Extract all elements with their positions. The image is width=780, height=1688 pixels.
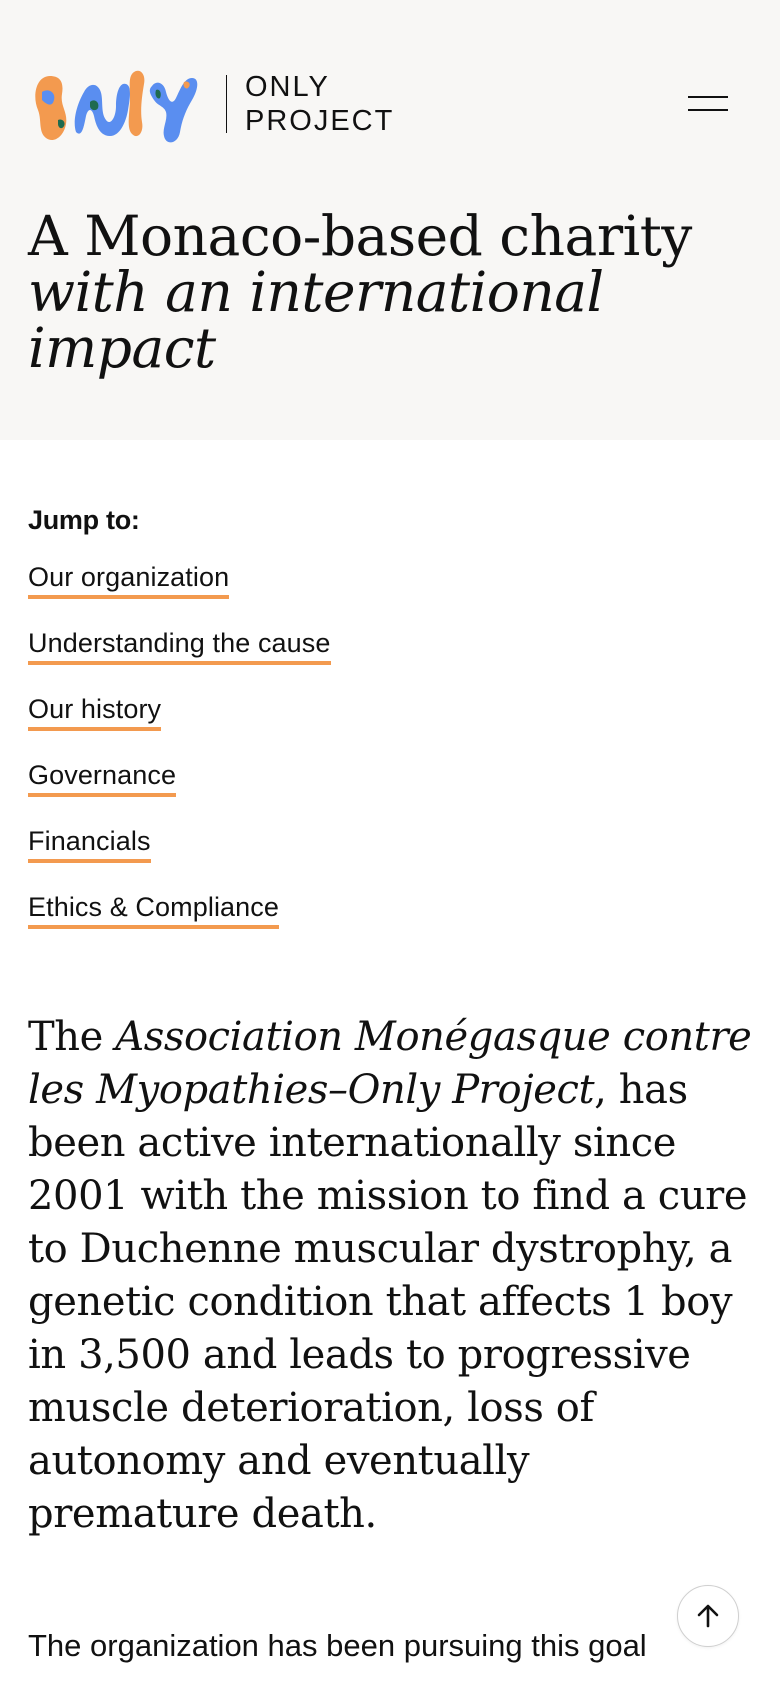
menu-bar-top: [688, 96, 728, 98]
body-paragraph: The organization has been pursuing this goal: [28, 1628, 647, 1663]
organization-name: Association Monégasque contre les Myopathies–Only Project: [28, 1014, 752, 1113]
intro-text: , has been active internationally since 2001 with the mission to find a cure to Duchenne muscular dystrophy, a genetic condition that affects 1 boy in 3,500 and leads to progressive muscle deterioration, loss of autonomy and eventually premature death.: [28, 1067, 748, 1537]
jump-link-understanding-the-cause[interactable]: Understanding the cause: [28, 626, 331, 665]
intro-paragraph: [0, 956, 780, 1541]
title-line-1: A Monaco-based charity: [28, 204, 692, 268]
scroll-to-top-button[interactable]: [677, 1585, 739, 1647]
brand-divider: [226, 75, 227, 133]
jump-to-list: [28, 560, 752, 956]
jump-link-ethics-compliance[interactable]: Ethics & Compliance: [28, 890, 279, 929]
jump-link-our-organization[interactable]: Our organization: [28, 560, 229, 599]
page-title: [28, 204, 752, 380]
jump-to-heading: Jump to:: [28, 505, 140, 535]
list-item: [28, 626, 752, 692]
top-bar: [28, 0, 752, 208]
brand-line-2: PROJECT: [245, 105, 395, 137]
brand-line-1: ONLY: [245, 71, 330, 103]
hamburger-icon[interactable]: [688, 88, 732, 114]
jump-link-financials[interactable]: Financials: [28, 824, 151, 863]
list-item: [28, 692, 752, 758]
jump-link-governance[interactable]: Governance: [28, 758, 176, 797]
menu-bar-bottom: [688, 109, 728, 111]
brand-wordmark: [245, 70, 394, 138]
list-item: [28, 824, 752, 890]
jump-to-section: [0, 440, 780, 956]
brand-home-link[interactable]: [28, 62, 394, 146]
list-item: [28, 890, 752, 956]
list-item: [28, 560, 752, 626]
list-item: [28, 758, 752, 824]
title-line-2: with an international: [28, 260, 604, 324]
jump-link-our-history[interactable]: Our history: [28, 692, 161, 731]
only-logo-mark-icon: [28, 62, 208, 146]
arrow-up-icon: [694, 1602, 722, 1630]
hero-section: [0, 0, 780, 440]
title-line-3: impact: [28, 316, 216, 380]
intro-lead: The: [28, 1014, 116, 1060]
